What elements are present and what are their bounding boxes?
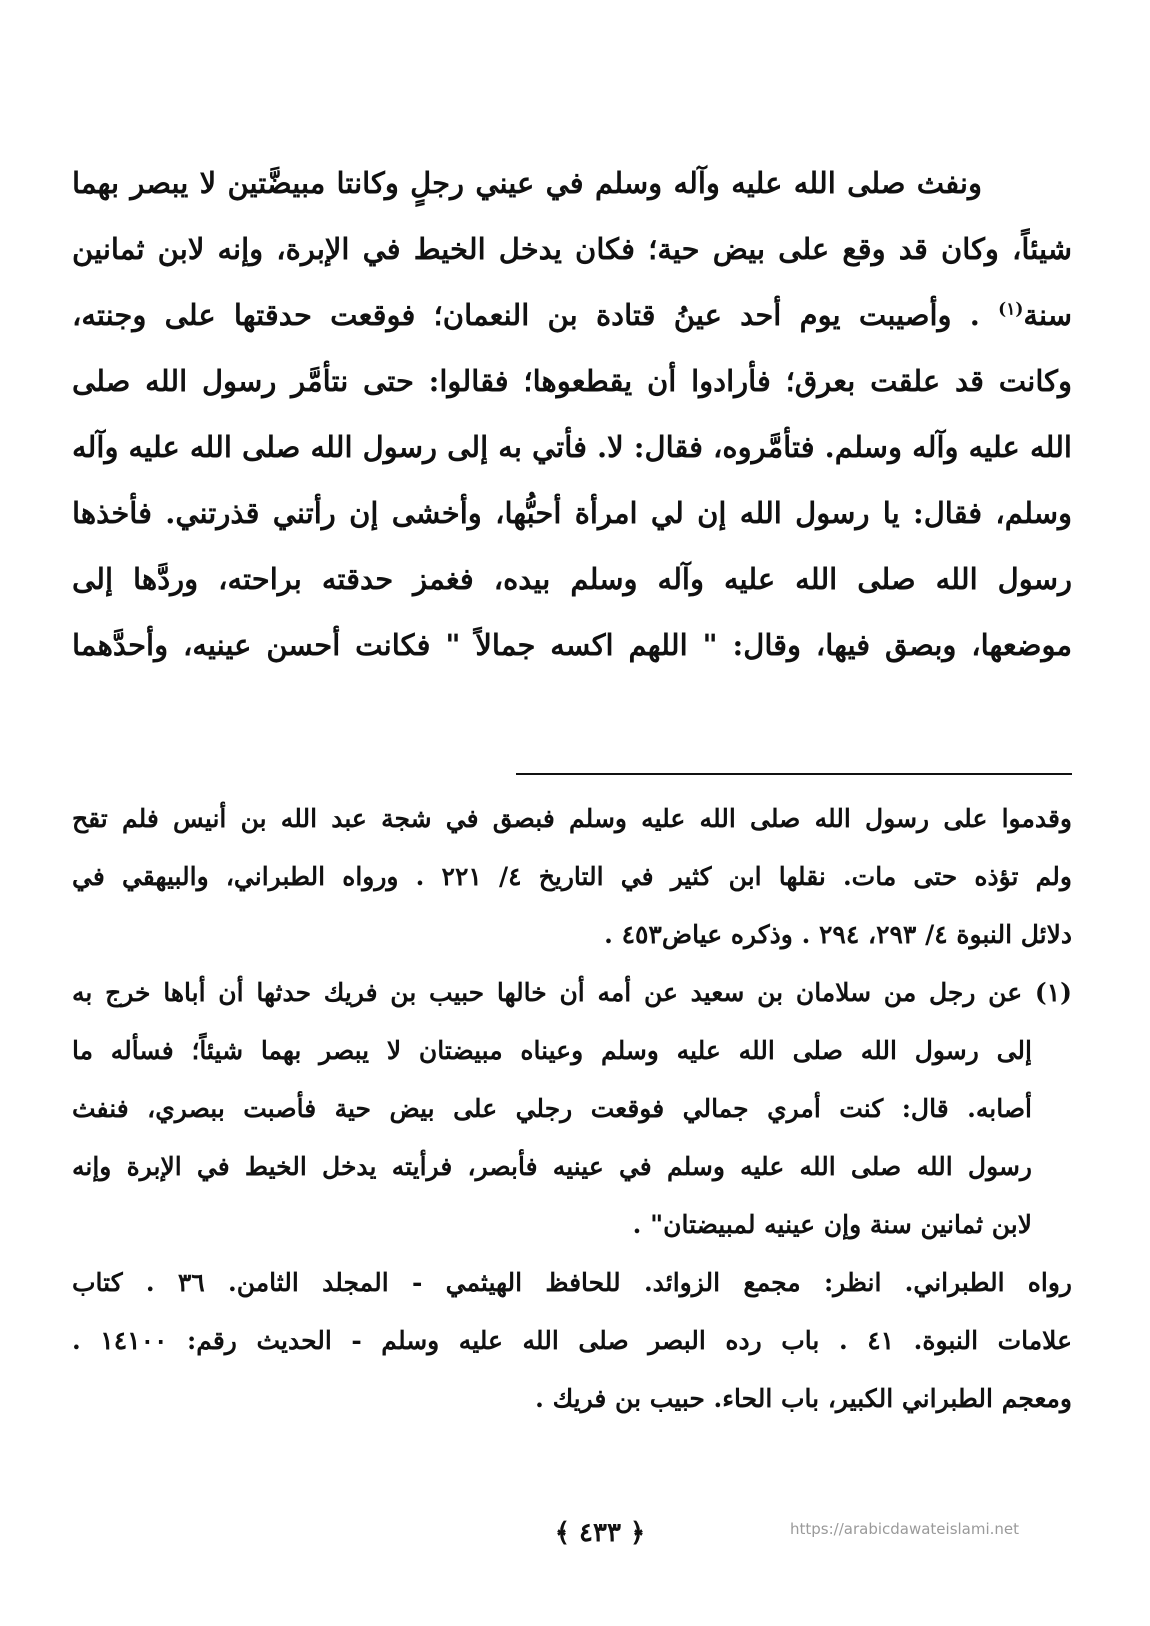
footnote-line: ومعجم الطبراني الكبير، باب الحاء. حبيب بن فريك . (535, 1384, 1072, 1413)
text-segment: . وأصيبت يوم أحد عينُ قتادة بن النعمان؛ فوقعت حدقتها على وجنته، (72, 298, 980, 332)
text-line: ونفث صلى الله عليه وآله وسلم في عيني رجلٍ وكانتا مبيضَّتين لا يبصر بهما (72, 166, 982, 200)
footnote-line: وقدموا على رسول الله صلى الله عليه وسلم فبصق في شجة عبد الله بن أنيس فلم تقح (72, 804, 1072, 833)
page-number: ﴿ ٤٣٣ ﴾ (554, 1518, 646, 1548)
main-text-block (72, 150, 1072, 678)
text-line: موضعها، وبصق فيها، وقال: " اللهم اكسه جمالاً " فكانت أحسن عينيه، وأحدَّهما (72, 628, 1072, 662)
footnote-line: رسول الله صلى الله عليه وسلم في عينيه فأبصر، فرأيته يدخل الخيط في الإبرة وإنه (72, 1152, 1032, 1181)
text-line: وسلم، فقال: يا رسول الله إن لي امرأة أحبُّها، وأخشى إن رأتني قذرتني. فأخذها (72, 496, 1072, 530)
footnote-reference[interactable]: (١) (998, 299, 1024, 320)
footnote-separator (516, 773, 1072, 775)
footnote-line: إلى رسول الله صلى الله عليه وسلم وعيناه مبيضتان لا يبصر بهما شيئاً؛ فسأله ما (72, 1036, 1032, 1065)
text-line (72, 282, 1072, 348)
watermark-url: https://arabicdawateislami.net (790, 1520, 1020, 1538)
footnotes-block (72, 790, 1072, 1428)
text-line: الله عليه وآله وسلم. فتأمَّروه، فقال: لا. فأتي به إلى رسول الله صلى الله عليه وآله (72, 430, 1072, 464)
footnote-line: علامات النبوة. ٤١ . باب رده البصر صلى الله عليه وسلم - الحديث رقم: ١٤١٠٠ . (72, 1326, 1072, 1355)
footnote-line: ولم تؤذه حتى مات. نقلها ابن كثير في التاريخ ٤/ ٢٢١ . ورواه الطبراني، والبيهقي في (72, 862, 1072, 891)
text-line: رسول الله صلى الله عليه وآله وسلم بيده، فغمز حدقته براحته، وردَّها إلى (72, 562, 1072, 596)
footnote-line: أصابه. قال: كنت أمري جمالي فوقعت رجلي على بيض حية فأصبت ببصري، فنفث (72, 1094, 1032, 1123)
text-segment: سنة (1023, 298, 1072, 332)
footnote-line: دلائل النبوة ٤/ ٢٩٣، ٢٩٤ . وذكره عياض٤٥٣ . (604, 920, 1072, 949)
footnote-line: (١) عن رجل من سلامان بن سعيد عن أمه أن خالها حبيب بن فريك حدثها أن أباها خرج به (72, 978, 1072, 1007)
text-line: وكانت قد علقت بعرق؛ فأرادوا أن يقطعوها؛ فقالوا: حتى نتأمَّر رسول الله صلى (72, 364, 1072, 398)
footnote-line: لابن ثمانين سنة وإن عينيه لمبيضتان" . (632, 1210, 1032, 1239)
text-line: شيئاً، وكان قد وقع على بيض حية؛ فكان يدخل الخيط في الإبرة، وإنه لابن ثمانين (72, 232, 1072, 266)
footnote-line: رواه الطبراني. انظر: مجمع الزوائد. للحافظ الهيثمي - المجلد الثامن. ٣٦ . كتاب (72, 1268, 1072, 1297)
